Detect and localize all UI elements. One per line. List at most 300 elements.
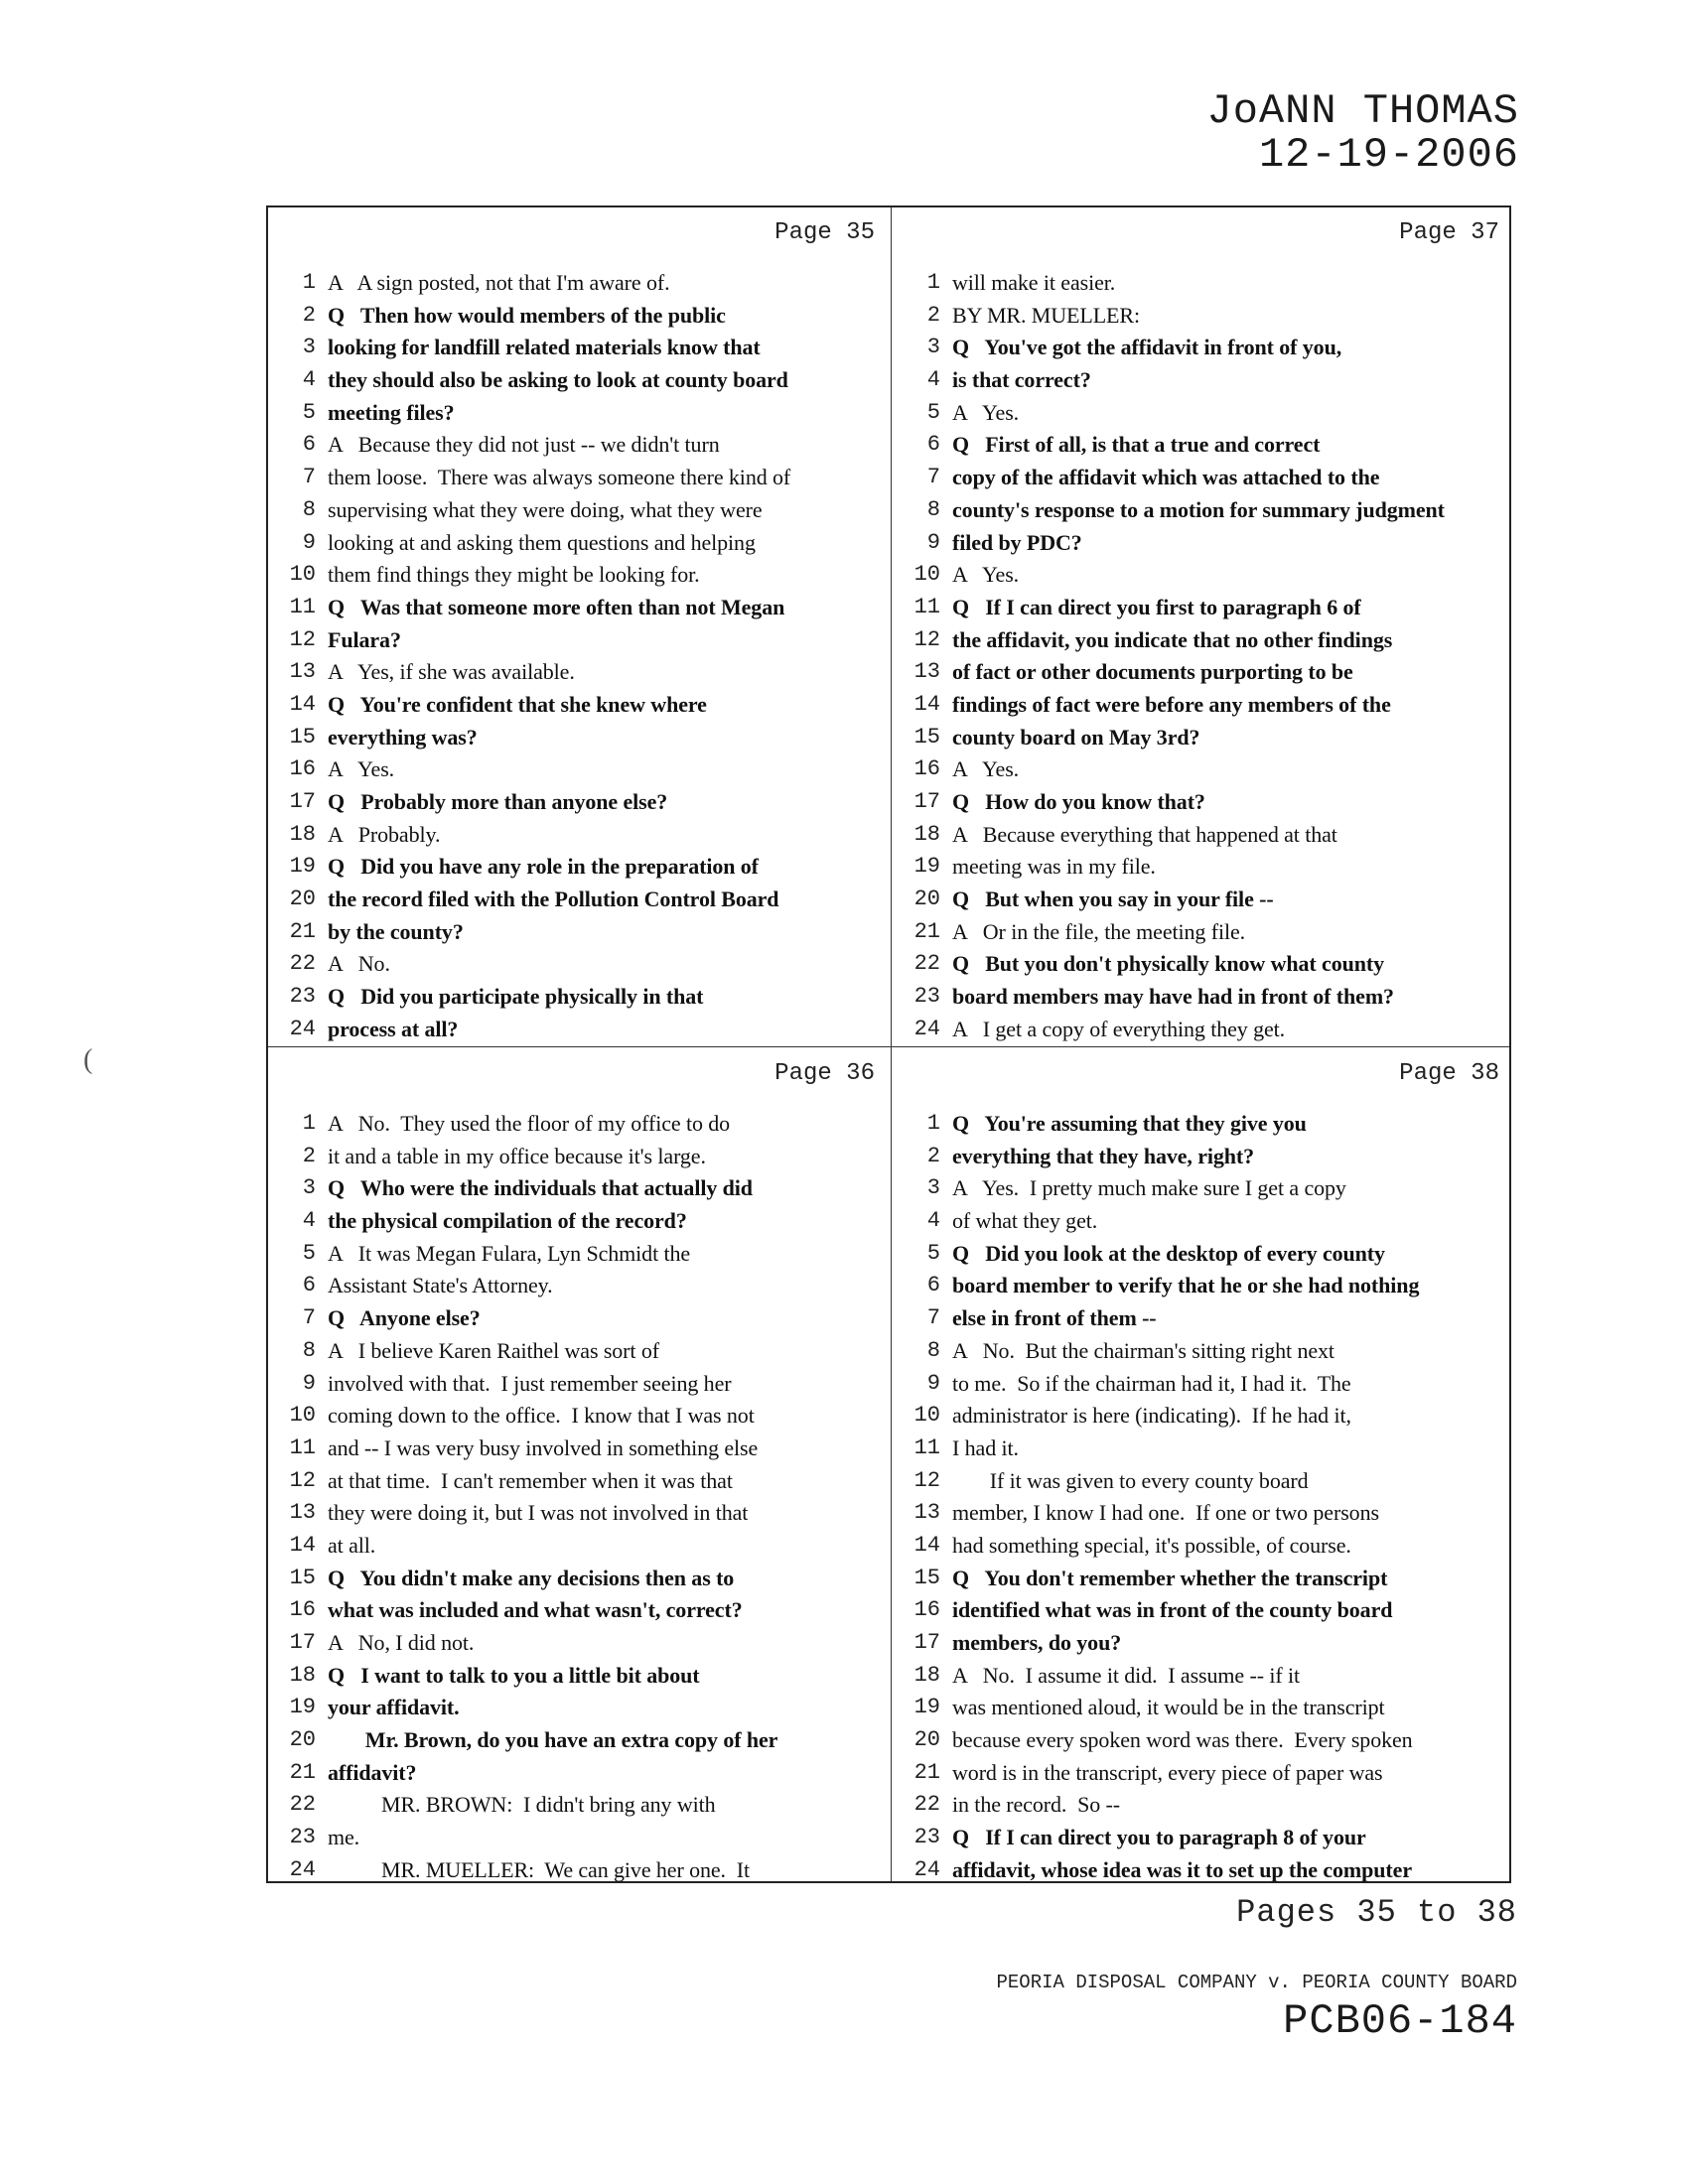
transcript-line (893, 267, 1513, 300)
line-text: A No, I did not. (328, 1630, 475, 1655)
transcript-line (268, 689, 889, 722)
transcript-line (268, 1822, 889, 1854)
line-number: 2 (302, 302, 316, 328)
transcript-line (893, 1854, 1513, 1887)
line-text: your affidavit. (328, 1695, 460, 1720)
transcript-line (893, 624, 1513, 657)
transcript-line (893, 981, 1513, 1014)
line-number: 19 (913, 1695, 940, 1720)
line-text: A No. But the chairman's sitting right next (952, 1337, 1334, 1363)
line-number: 23 (289, 1825, 316, 1850)
line-text: administrator is here (indicating). If he had it, (952, 1403, 1351, 1429)
transcript-line (268, 1594, 889, 1627)
line-text: looking for landfill related materials know that (328, 335, 761, 360)
line-text: A No. I assume it did. I assume -- if it (952, 1662, 1300, 1688)
line-number: 7 (926, 1305, 940, 1331)
line-text: word is in the transcript, every piece of paper was (952, 1759, 1383, 1785)
line-text: process at all? (328, 1016, 459, 1041)
transcript-line (893, 1757, 1513, 1790)
line-text: of what they get. (952, 1208, 1098, 1234)
line-number: 4 (302, 1208, 316, 1234)
transcript-line (893, 851, 1513, 884)
transcript-line (268, 1141, 889, 1173)
line-number: 15 (289, 724, 316, 750)
line-number: 8 (926, 1337, 940, 1363)
transcript-line (893, 1465, 1513, 1498)
line-number: 9 (302, 1370, 316, 1396)
transcript-line (893, 1563, 1513, 1595)
line-number: 16 (913, 1597, 940, 1623)
transcript-line (893, 1660, 1513, 1693)
line-number: 3 (926, 335, 940, 360)
line-number: 16 (913, 756, 940, 782)
line-number: 15 (913, 1565, 940, 1590)
transcript-line (893, 1789, 1513, 1822)
transcript-line (893, 1627, 1513, 1660)
transcript-line (893, 916, 1513, 949)
transcript-line (893, 429, 1513, 462)
line-text: A No. They used the floor of my office to do (328, 1111, 731, 1136)
line-text: board member to verify that he or she had nothing (952, 1273, 1420, 1298)
line-number: 24 (289, 1016, 316, 1041)
line-text: MR. MUELLER: We can give her one. It (328, 1856, 750, 1882)
line-text: meeting was in my file. (952, 854, 1156, 880)
line-text: what was included and what wasn't, correct? (328, 1597, 743, 1623)
line-number: 17 (913, 789, 940, 814)
transcript-line (893, 1400, 1513, 1433)
line-number: 6 (302, 432, 316, 458)
transcript-line (268, 1302, 889, 1335)
transcript-page-panel (893, 207, 1513, 1044)
transcript-line (893, 300, 1513, 333)
transcript-line (268, 1660, 889, 1693)
line-text: Fulara? (328, 626, 401, 652)
line-number: 5 (926, 399, 940, 425)
line-text: Mr. Brown, do you have an extra copy of her (328, 1727, 778, 1753)
line-text: the record filed with the Pollution Control Board (328, 887, 779, 912)
line-number: 12 (913, 626, 940, 652)
line-number: 15 (289, 1565, 316, 1590)
line-number: 7 (302, 465, 316, 490)
line-text: MR. BROWN: I didn't bring any with (328, 1792, 716, 1818)
line-number: 1 (926, 1111, 940, 1136)
transcript-line (268, 429, 889, 462)
page-number-label: Page 35 (774, 219, 875, 246)
line-text: involved with that. I just remember seeing her (328, 1370, 732, 1396)
line-number: 13 (289, 659, 316, 685)
line-text: A A sign posted, not that I'm aware of. (328, 270, 670, 295)
line-text: county's response to a motion for summary judgment (952, 496, 1445, 522)
transcript-lines (268, 267, 889, 1046)
line-text: and -- I was very busy involved in something else (328, 1434, 759, 1460)
transcript-page-panel (893, 1048, 1513, 1885)
line-text: copy of the affidavit which was attached to the (952, 465, 1380, 490)
line-text: Q But you don't physically know what county (952, 951, 1384, 977)
line-text: A Yes. (952, 399, 1020, 425)
line-number: 5 (926, 1240, 940, 1266)
line-number: 3 (302, 1175, 316, 1201)
line-text: in the record. So -- (952, 1792, 1120, 1818)
line-text: affidavit? (328, 1759, 417, 1785)
line-number: 6 (302, 1273, 316, 1298)
transcript-line (893, 332, 1513, 364)
transcript-line (268, 948, 889, 981)
line-text: they should also be asking to look at county board (328, 367, 788, 393)
transcript-line (268, 397, 889, 430)
line-text: Assistant State's Attorney. (328, 1273, 553, 1298)
line-text: at all. (328, 1532, 376, 1558)
transcript-line (268, 1692, 889, 1724)
line-number: 2 (926, 302, 940, 328)
transcript-line (268, 332, 889, 364)
transcript-line (893, 462, 1513, 494)
line-number: 8 (302, 496, 316, 522)
line-number: 12 (289, 626, 316, 652)
line-number: 4 (926, 1208, 940, 1234)
margin-mark: ( (83, 1044, 93, 1075)
transcript-page-panel (268, 207, 889, 1044)
line-number: 23 (289, 984, 316, 1010)
transcript-line (268, 1530, 889, 1563)
line-number: 6 (926, 1273, 940, 1298)
transcript-line (893, 689, 1513, 722)
transcript-line (893, 656, 1513, 689)
line-number: 22 (289, 1792, 316, 1818)
transcript-line (893, 1302, 1513, 1335)
line-number: 15 (913, 724, 940, 750)
line-number: 8 (302, 1337, 316, 1363)
line-number: 16 (289, 1597, 316, 1623)
line-text: A Yes. (952, 562, 1020, 588)
line-text: A No. (328, 951, 390, 977)
line-text: of fact or other documents purporting to be (952, 659, 1353, 685)
line-text: them loose. There was always someone there kind of (328, 465, 791, 490)
line-text: A Because everything that happened at that (952, 821, 1337, 847)
line-number: 18 (289, 1662, 316, 1688)
line-number: 4 (302, 367, 316, 393)
transcript-line (268, 364, 889, 397)
line-text: board members may have had in front of them? (952, 984, 1394, 1010)
transcript-line (268, 1205, 889, 1238)
transcript-line (268, 1465, 889, 1498)
line-text: looking at and asking them questions and helping (328, 529, 756, 555)
transcript-line (268, 1497, 889, 1530)
line-number: 14 (289, 691, 316, 717)
transcript-line (268, 1627, 889, 1660)
transcript-line (893, 527, 1513, 560)
transcript-line (893, 884, 1513, 916)
line-text: Q Anyone else? (328, 1305, 481, 1331)
line-text: because every spoken word was there. Every spoken (952, 1727, 1413, 1753)
line-text: Q Did you participate physically in that (328, 984, 704, 1010)
transcript-line (893, 1335, 1513, 1368)
transcript-lines (268, 1108, 889, 1887)
page-range: Pages 35 to 38 (1236, 1894, 1517, 1931)
line-number: 18 (913, 1662, 940, 1688)
line-number: 10 (913, 1403, 940, 1429)
deposition-date: 12-19-2006 (1258, 131, 1519, 179)
transcript-line (268, 656, 889, 689)
transcript-line (893, 722, 1513, 754)
line-text: had something special, it's possible, of course. (952, 1532, 1351, 1558)
column-divider (891, 207, 892, 1881)
transcript-line (268, 1270, 889, 1302)
transcript-line (268, 981, 889, 1014)
line-number: 14 (913, 691, 940, 717)
line-number: 5 (302, 1240, 316, 1266)
transcript-line (893, 1172, 1513, 1205)
transcript-line (893, 494, 1513, 527)
line-text: me. (328, 1825, 360, 1850)
line-text: identified what was in front of the county board (952, 1597, 1393, 1623)
line-number: 7 (302, 1305, 316, 1331)
line-text: supervising what they were doing, what they were (328, 496, 763, 522)
transcript-line (893, 1368, 1513, 1401)
line-text: Q You didn't make any decisions then as to (328, 1565, 735, 1590)
line-text: Q I want to talk to you a little bit about (328, 1662, 700, 1688)
line-number: 10 (289, 1403, 316, 1429)
line-text: everything was? (328, 724, 478, 750)
line-number: 21 (913, 1759, 940, 1785)
line-text: Q First of all, is that a true and correct (952, 432, 1321, 458)
line-text: member, I know I had one. If one or two persons (952, 1500, 1379, 1526)
case-caption: PEORIA DISPOSAL COMPANY v. PEORIA COUNTY BOARD (996, 1972, 1517, 1993)
line-text: Q Was that someone more often than not Megan (328, 594, 785, 619)
transcript-lines (893, 267, 1513, 1046)
line-number: 3 (302, 335, 316, 360)
line-number: 1 (926, 270, 940, 295)
transcript-page-panel (268, 1048, 889, 1885)
line-text: is that correct? (952, 367, 1091, 393)
transcript-line (268, 1433, 889, 1465)
line-text: will make it easier. (952, 270, 1116, 295)
line-number: 23 (913, 984, 940, 1010)
line-number: 20 (913, 887, 940, 912)
transcript-line (893, 1108, 1513, 1141)
line-text: findings of fact were before any members of the (952, 691, 1391, 717)
line-text: A Because they did not just -- we didn't turn (328, 432, 720, 458)
line-number: 20 (289, 1727, 316, 1753)
line-number: 17 (913, 1630, 940, 1655)
transcript-line (268, 819, 889, 852)
line-number: 18 (913, 821, 940, 847)
line-number: 3 (926, 1175, 940, 1201)
transcript-line (268, 786, 889, 819)
line-text: them find things they might be looking for. (328, 562, 700, 588)
docket-number: PCB06-184 (1283, 1997, 1517, 2045)
line-number: 20 (913, 1727, 940, 1753)
line-number: 9 (926, 529, 940, 555)
transcript-line (893, 948, 1513, 981)
line-number: 9 (926, 1370, 940, 1396)
line-number: 2 (926, 1143, 940, 1168)
transcript-line (268, 527, 889, 560)
transcript-line (268, 1757, 889, 1790)
transcript-line (268, 1724, 889, 1757)
transcript-line (268, 1368, 889, 1401)
transcript-line (893, 819, 1513, 852)
line-number: 7 (926, 465, 940, 490)
line-number: 22 (913, 951, 940, 977)
line-text: everything that they have, right? (952, 1143, 1255, 1168)
transcript-line (268, 1400, 889, 1433)
transcript-line (893, 1238, 1513, 1271)
line-text: affidavit, whose idea was it to set up the computer (952, 1856, 1412, 1882)
transcript-line (893, 1433, 1513, 1465)
transcript-line (268, 1014, 889, 1046)
line-number: 11 (289, 1434, 316, 1460)
transcript-line (893, 1692, 1513, 1724)
transcript-line (268, 1335, 889, 1368)
line-text: A Yes. I pretty much make sure I get a copy (952, 1175, 1346, 1201)
transcript-line (268, 1238, 889, 1271)
transcript-line (268, 916, 889, 949)
transcript-line (268, 300, 889, 333)
transcript-line (893, 364, 1513, 397)
line-number: 21 (913, 918, 940, 944)
line-text: it and a table in my office because it's large. (328, 1143, 706, 1168)
line-text: Q You don't remember whether the transcript (952, 1565, 1388, 1590)
transcript-line (893, 786, 1513, 819)
transcript-line (893, 1270, 1513, 1302)
line-number: 11 (913, 1434, 940, 1460)
line-number: 17 (289, 789, 316, 814)
line-number: 12 (913, 1467, 940, 1493)
transcript-line (268, 559, 889, 592)
line-text: A Yes. (952, 756, 1020, 782)
line-number: 13 (289, 1500, 316, 1526)
line-number: 20 (289, 887, 316, 912)
line-number: 14 (913, 1532, 940, 1558)
line-number: 6 (926, 432, 940, 458)
line-text: Q You've got the affidavit in front of you, (952, 335, 1342, 360)
line-number: 1 (302, 270, 316, 295)
line-number: 22 (913, 1792, 940, 1818)
line-number: 17 (289, 1630, 316, 1655)
line-text: A I get a copy of everything they get. (952, 1016, 1286, 1041)
transcript-line (268, 1854, 889, 1887)
transcript-line (268, 267, 889, 300)
line-text: Q If I can direct you to paragraph 8 of your (952, 1825, 1366, 1850)
transcript-line (893, 1497, 1513, 1530)
line-number: 1 (302, 1111, 316, 1136)
line-text: by the county? (328, 918, 464, 944)
line-text: Q Then how would members of the public (328, 302, 726, 328)
line-number: 21 (289, 1759, 316, 1785)
line-text: Q Did you have any role in the preparation of (328, 854, 759, 880)
transcript-line (268, 592, 889, 624)
line-number: 2 (302, 1143, 316, 1168)
line-text: If it was given to every county board (952, 1467, 1309, 1493)
transcript-line (893, 1724, 1513, 1757)
line-text: Q You're confident that she knew where (328, 691, 707, 717)
line-number: 8 (926, 496, 940, 522)
transcript-line (893, 559, 1513, 592)
transcript-line (893, 753, 1513, 786)
transcript-line (268, 722, 889, 754)
line-text: Q Did you look at the desktop of every county (952, 1240, 1385, 1266)
transcript-line (268, 884, 889, 916)
transcript-line (268, 494, 889, 527)
transcript-line (893, 397, 1513, 430)
line-text: members, do you? (952, 1630, 1122, 1655)
line-text: the affidavit, you indicate that no other findings (952, 626, 1393, 652)
transcript-line (893, 1822, 1513, 1854)
transcript-line (268, 1172, 889, 1205)
line-text: county board on May 3rd? (952, 724, 1200, 750)
transcript-line (268, 1789, 889, 1822)
line-text: Q If I can direct you first to paragraph 6 of (952, 594, 1361, 619)
line-text: A Yes, if she was available. (328, 659, 575, 685)
line-number: 10 (289, 562, 316, 588)
transcript-line (893, 1014, 1513, 1046)
page-number-label: Page 38 (1399, 1060, 1499, 1087)
line-number: 5 (302, 399, 316, 425)
line-number: 24 (289, 1856, 316, 1882)
line-number: 11 (289, 594, 316, 619)
transcript-line (893, 1530, 1513, 1563)
line-number: 21 (289, 918, 316, 944)
witness-name: JoANN THOMAS (1206, 87, 1519, 135)
line-number: 18 (289, 821, 316, 847)
transcript-line (268, 1563, 889, 1595)
line-number: 12 (289, 1467, 316, 1493)
line-text: A Or in the file, the meeting file. (952, 918, 1246, 944)
transcript-line (268, 624, 889, 657)
line-text: coming down to the office. I know that I was not (328, 1403, 755, 1429)
line-text: BY MR. MUELLER: (952, 302, 1140, 328)
line-number: 9 (302, 529, 316, 555)
page-number-label: Page 37 (1399, 219, 1499, 246)
line-number: 13 (913, 659, 940, 685)
line-text: meeting files? (328, 399, 455, 425)
transcript-line (893, 592, 1513, 624)
line-text: at that time. I can't remember when it was that (328, 1467, 733, 1493)
transcript-lines (893, 1108, 1513, 1887)
line-number: 22 (289, 951, 316, 977)
line-text: they were doing it, but I was not involved in that (328, 1500, 749, 1526)
transcript-line (893, 1594, 1513, 1627)
transcript-grid (266, 205, 1511, 1883)
line-text: A I believe Karen Raithel was sort of (328, 1337, 659, 1363)
line-number: 19 (913, 854, 940, 880)
line-text: Q Who were the individuals that actually did (328, 1175, 753, 1201)
line-text: A Probably. (328, 821, 441, 847)
transcript-line (893, 1205, 1513, 1238)
line-text: Q But when you say in your file -- (952, 887, 1274, 912)
transcript-line (268, 1108, 889, 1141)
line-text: A Yes. (328, 756, 395, 782)
line-text: Q You're assuming that they give you (952, 1111, 1307, 1136)
page-number-label: Page 36 (774, 1060, 875, 1087)
line-text: filed by PDC? (952, 529, 1082, 555)
line-text: I had it. (952, 1434, 1019, 1460)
line-number: 10 (913, 562, 940, 588)
line-number: 11 (913, 594, 940, 619)
transcript-line (268, 462, 889, 494)
line-number: 19 (289, 1695, 316, 1720)
line-text: the physical compilation of the record? (328, 1208, 687, 1234)
line-text: A It was Megan Fulara, Lyn Schmidt the (328, 1240, 691, 1266)
line-number: 24 (913, 1856, 940, 1882)
line-text: Q Probably more than anyone else? (328, 789, 668, 814)
transcript-line (268, 851, 889, 884)
transcript-line (893, 1141, 1513, 1173)
line-number: 24 (913, 1016, 940, 1041)
line-number: 16 (289, 756, 316, 782)
line-text: to me. So if the chairman had it, I had it. The (952, 1370, 1351, 1396)
line-text: else in front of them -- (952, 1305, 1157, 1331)
